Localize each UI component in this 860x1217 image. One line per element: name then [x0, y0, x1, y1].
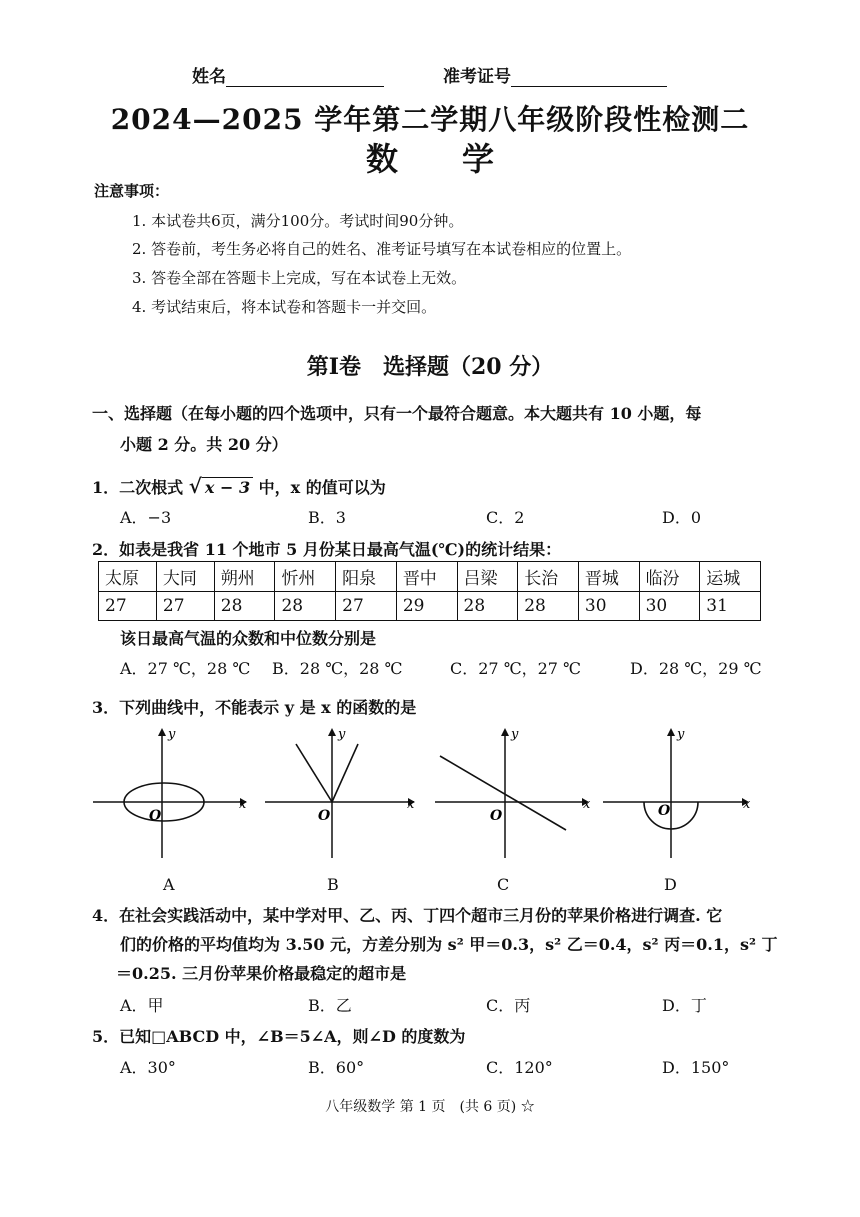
page-footer: 八年级数学 第 1 页 (共 6 页) ☆ — [325, 1099, 535, 1115]
y-axis-label: y — [511, 727, 519, 742]
table-cell: 晋城 — [578, 562, 639, 592]
table-cell: 大同 — [156, 562, 214, 592]
graph-b — [262, 722, 422, 862]
q1-option-d: D．0 — [662, 508, 702, 527]
temperature-table — [98, 561, 761, 621]
table-cell: 28 — [457, 592, 518, 621]
line-curve — [440, 756, 566, 830]
v-curve-left — [296, 744, 332, 802]
graph-a-label: A — [163, 875, 175, 894]
q5-option-d: D．150° — [662, 1058, 730, 1077]
question-3-stem: 3．下列曲线中，不能表示 y 是 x 的函数的是 — [92, 698, 417, 717]
table-cell: 忻州 — [275, 562, 336, 592]
q5-option-c: C．120° — [486, 1058, 553, 1077]
table-cell: 太原 — [99, 562, 157, 592]
x-axis-label: x — [583, 797, 591, 812]
question-4-line1: 4．在社会实践活动中，某中学对甲、乙、丙、丁四个超市三月份的苹果价格进行调查. 它 — [92, 906, 723, 925]
table-cell: 27 — [156, 592, 214, 621]
q5-option-a: A．30° — [120, 1058, 176, 1077]
y-axis-arrow — [667, 728, 675, 736]
v-curve-right — [332, 744, 358, 802]
graph-d-label: D — [664, 875, 677, 894]
question-4-line2: 们的价格的平均值均为 3.50 元，方差分别为 s² 甲＝0.3，s² 乙＝0.4，s² 丙＝0.1，s² 丁 — [120, 935, 778, 954]
section-title: 第Ⅰ卷 选择题（20 分） — [306, 354, 554, 380]
q1-option-a: A．−3 — [120, 508, 172, 527]
notes-heading: 注意事项： — [94, 182, 170, 200]
question-1-stem — [92, 474, 386, 498]
graph-d — [600, 722, 760, 862]
part-instructions-line1: 一、选择题（在每小题的四个选项中，只有一个最符合题意。本大题共有 10 小题，每 — [92, 404, 702, 423]
q4-option-c: C．丙 — [486, 996, 531, 1015]
table-cell: 朔州 — [214, 562, 275, 592]
ticket-blank — [511, 70, 667, 87]
ticket-field — [443, 62, 667, 87]
q2-option-d: D．28 ℃，29 ℃ — [630, 659, 762, 678]
question-2-question: 该日最高气温的众数和中位数分别是 — [120, 629, 377, 648]
y-axis-label: y — [677, 727, 685, 742]
q5-option-b: B．60° — [308, 1058, 365, 1077]
table-cell: 27 — [99, 592, 157, 621]
note-item: 1. 本试卷共6页，满分100分。考试时间90分钟。 — [132, 212, 464, 230]
table-row-temps — [99, 592, 761, 621]
subject-title: 数 学 — [365, 140, 494, 178]
q2-option-b: B．28 ℃，28 ℃ — [272, 659, 403, 678]
table-row-cities — [99, 562, 761, 592]
question-2-stem: 2．如表是我省 11 个地市 5 月份某日最高气温(℃)的统计结果： — [92, 540, 562, 559]
graph-c-label: C — [497, 875, 510, 894]
y-axis-label: y — [338, 727, 346, 742]
table-cell: 长治 — [518, 562, 579, 592]
question-4-line3: ＝0.25. 三月份苹果价格最稳定的超市是 — [116, 964, 407, 983]
note-item: 4. 考试结束后，将本试卷和答题卡一并交回。 — [132, 298, 437, 316]
table-cell: 临汾 — [639, 562, 700, 592]
exam-title: 2024—2025 学年第二学期八年级阶段性检测二 — [110, 103, 750, 136]
y-axis-arrow — [158, 728, 166, 736]
q1-option-c: C．2 — [486, 508, 525, 527]
table-cell: 31 — [700, 592, 761, 621]
table-cell: 30 — [578, 592, 639, 621]
q1-option-b: B．3 — [308, 508, 346, 527]
graph-c — [432, 722, 597, 862]
table-cell: 29 — [396, 592, 457, 621]
origin-label: O — [149, 808, 162, 824]
name-label: 姓名 — [192, 67, 226, 87]
table-cell: 阳泉 — [336, 562, 397, 592]
table-cell: 晋中 — [396, 562, 457, 592]
table-cell: 28 — [214, 592, 275, 621]
graph-b-label: B — [327, 875, 339, 894]
x-axis-label: x — [239, 797, 247, 812]
table-cell: 28 — [518, 592, 579, 621]
table-cell: 吕梁 — [457, 562, 518, 592]
table-cell: 28 — [275, 592, 336, 621]
graph-a — [90, 722, 250, 862]
y-axis-arrow — [328, 728, 336, 736]
sqrt-expression: √ x − 3 — [189, 474, 253, 498]
q4-option-a: A．甲 — [120, 996, 164, 1015]
q1-suffix: 中，x 的值可以为 — [258, 478, 386, 497]
x-axis-label: x — [743, 797, 751, 812]
origin-label: O — [490, 808, 503, 824]
note-item: 2. 答卷前，考生务必将自己的姓名、准考证号填写在本试卷相应的位置上。 — [132, 240, 632, 258]
x-axis-label: x — [407, 797, 415, 812]
question-5-stem: 5．已知□ABCD 中，∠B＝5∠A，则∠D 的度数为 — [92, 1027, 466, 1046]
name-blank — [226, 70, 384, 87]
name-field — [192, 62, 384, 87]
origin-label: O — [658, 803, 671, 819]
q2-option-a: A．27 ℃，28 ℃ — [120, 659, 251, 678]
q2-option-c: C．27 ℃，27 ℃ — [450, 659, 581, 678]
note-item: 3. 答卷全部在答题卡上完成，写在本试卷上无效。 — [132, 269, 467, 287]
table-cell: 27 — [336, 592, 397, 621]
q4-option-d: D．丁 — [662, 996, 707, 1015]
q1-prefix: 1．二次根式 — [92, 478, 184, 497]
y-axis-arrow — [501, 728, 509, 736]
part-instructions-line2: 小题 2 分。共 20 分） — [120, 435, 288, 454]
sqrt-radicand: x − 3 — [202, 477, 253, 497]
ticket-label: 准考证号 — [443, 67, 511, 87]
table-cell: 30 — [639, 592, 700, 621]
table-cell: 运城 — [700, 562, 761, 592]
origin-label: O — [318, 808, 331, 824]
q4-option-b: B．乙 — [308, 996, 352, 1015]
y-axis-label: y — [168, 727, 176, 742]
